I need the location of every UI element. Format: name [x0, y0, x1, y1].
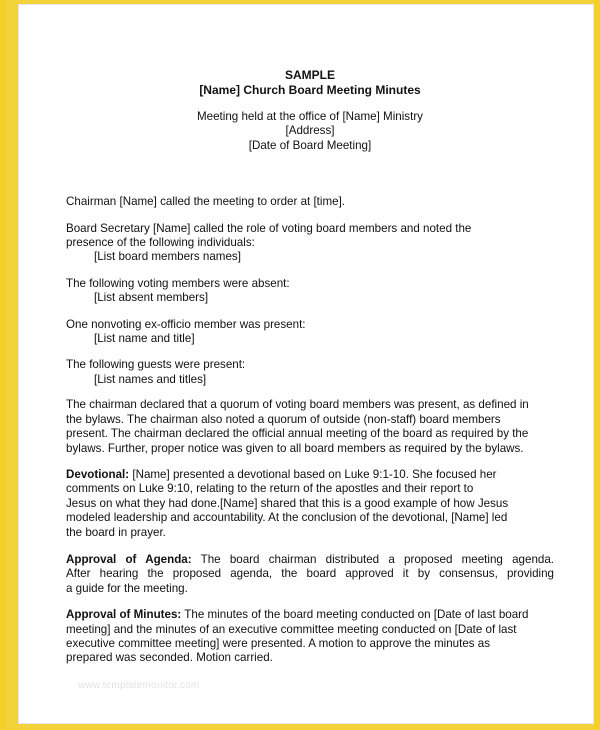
- devotional-paragraph: [66, 468, 554, 540]
- absent-intro: The following voting members were absent:: [66, 276, 290, 290]
- devotional-line-5: the board in prayer.: [66, 525, 166, 539]
- document-content: [66, 68, 554, 666]
- nonvoting-section: [66, 318, 554, 347]
- guests-intro: The following guests were present:: [66, 358, 246, 372]
- absent-section: [66, 277, 554, 306]
- minutes-line-2: meeting] and the minutes of an executive committee meeting conducted on [Date of last: [66, 622, 517, 636]
- devotional-text-1: [Name] presented a devotional based on Luke 9:1-10. She focused her: [129, 467, 497, 481]
- devotional-line-4: modeled leadership and accountability. At the conclusion of the devotional, [Name] led: [66, 511, 508, 525]
- meeting-line: Meeting held at the office of [Name] Ministry: [197, 110, 423, 123]
- secretary-line-2: presence of the following individuals:: [66, 236, 255, 250]
- secretary-section: [66, 222, 554, 265]
- agenda-paragraph: [66, 553, 554, 596]
- agenda-label: Approval of Agenda:: [66, 552, 192, 566]
- minutes-line-4: prepared was seconded. Motion carried.: [66, 651, 273, 665]
- call-to-order: Chairman [Name] called the meeting to order at [time].: [66, 195, 346, 209]
- minutes-line-3: executive committee meeting] were presented. A motion to approve the minutes as: [66, 636, 491, 650]
- secretary-line-1: Board Secretary [Name] called the role of voting board members and noted the: [66, 221, 472, 235]
- meeting-date: [Date of Board Meeting]: [248, 138, 372, 152]
- minutes-line-1: [66, 608, 554, 622]
- agenda-line-2: After hearing the proposed agenda, the board approved it by consensus, providing: [66, 567, 554, 581]
- sample-heading: SAMPLE: [284, 68, 335, 82]
- quorum-line-3: present. The chairman declared the official annual meeting of the board as required by the: [66, 427, 529, 441]
- quorum-paragraph: [66, 398, 554, 456]
- minutes-label: Approval of Minutes:: [66, 608, 182, 622]
- page-frame: [6, 0, 594, 730]
- document-page: [18, 4, 594, 724]
- agenda-text-1: The board chairman distributed a proposed meeting agenda.: [191, 552, 555, 566]
- agenda-line-1: [66, 553, 554, 567]
- devotional-line-1: [66, 468, 554, 482]
- address-line: [Address]: [285, 124, 335, 138]
- minutes-text-1: The minutes of the board meeting conducted on [Date of last board: [181, 608, 529, 622]
- quorum-line-1: The chairman declared that a quorum of voting board members was present, as defined in: [66, 398, 529, 412]
- nonvoting-intro: One nonvoting ex-officio member was present:: [66, 317, 306, 331]
- devotional-line-3: Jesus on what they had done.[Name] shared that this is a good example of how Jesus: [66, 496, 509, 510]
- meeting-location: [66, 110, 554, 153]
- present-list: [List board members names]: [94, 250, 241, 264]
- guests-section: [66, 358, 554, 387]
- watermark-text: www.templatemonitor.com: [78, 680, 200, 691]
- devotional-label: Devotional:: [66, 467, 130, 481]
- quorum-line-2: the bylaws. The chairman also noted a quorum of outside (non-staff) board members: [66, 412, 501, 426]
- quorum-line-4: bylaws. Further, proper notice was given to all board members as required by the bylaws.: [66, 441, 524, 455]
- devotional-line-2: comments on Luke 9:10, relating to the return of the apostles and their report to: [66, 482, 474, 496]
- agenda-line-3: a guide for the meeting.: [66, 581, 188, 595]
- absent-list: [List absent members]: [94, 291, 209, 305]
- guests-list: [List names and titles]: [94, 372, 207, 386]
- document-title: [Name] Church Board Meeting Minutes: [199, 83, 421, 97]
- nonvoting-list: [List name and title]: [94, 332, 195, 346]
- minutes-paragraph: [66, 608, 554, 666]
